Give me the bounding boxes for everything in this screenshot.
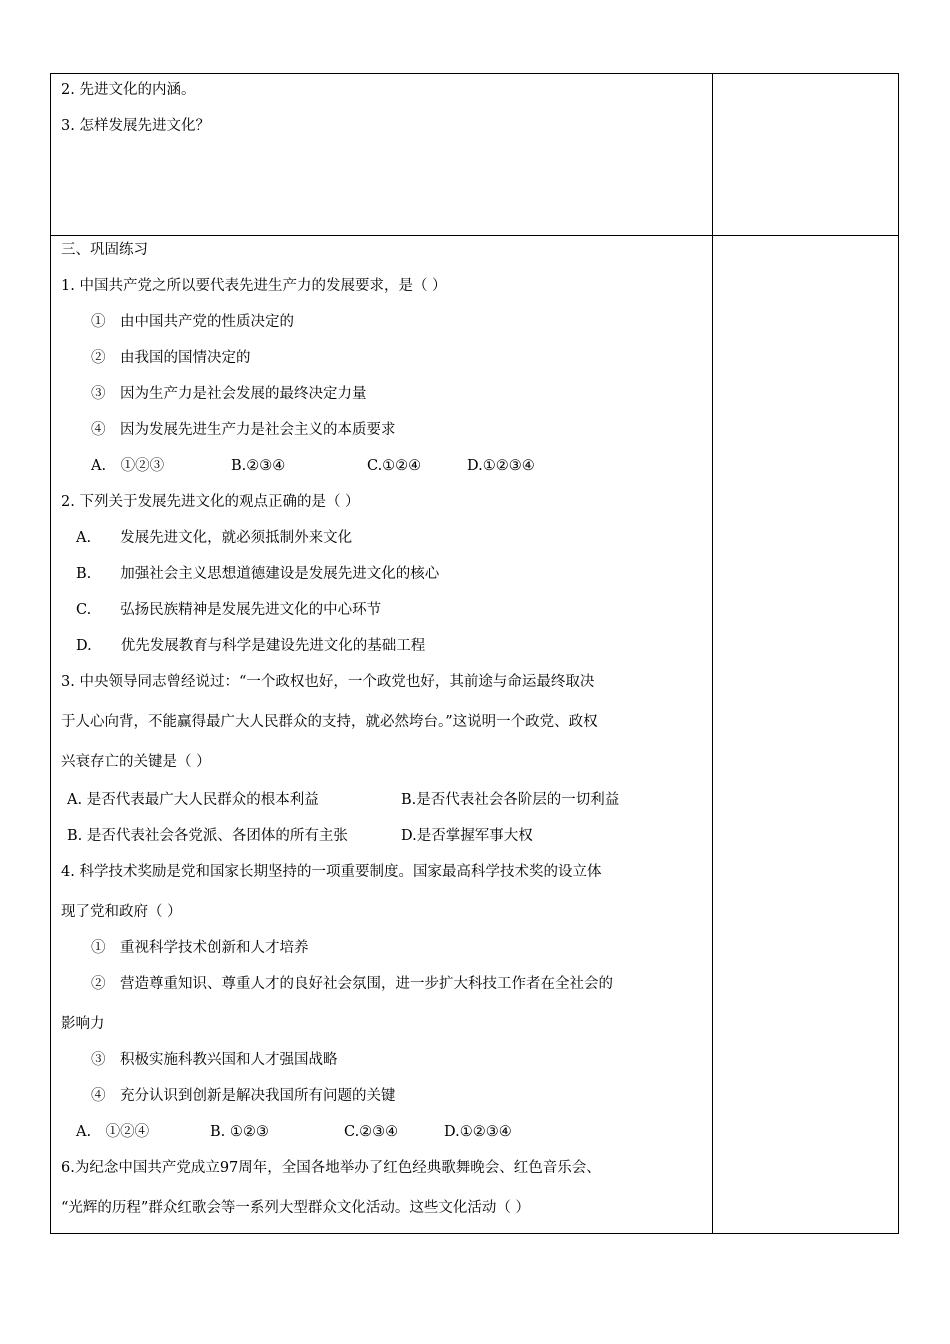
option-a: A. ①②③ — [91, 458, 165, 474]
question-1-options — [91, 456, 535, 476]
question-4-item: ③ 积极实施科教兴国和人才强国战略 — [91, 1052, 338, 1068]
option-c: C.①②④ — [367, 458, 422, 474]
question-4-stem: 4. 科学技术奖励是党和国家长期坚持的一项重要制度。国家最高科学技术奖的设立体 — [61, 864, 602, 880]
question-4-item: 影响力 — [61, 1016, 105, 1032]
option-a: A. 是否代表最广大人民群众的根本利益 — [67, 792, 319, 808]
option-b: B.②③④ — [231, 458, 286, 474]
text-line: 3. 怎样发展先进文化？ — [61, 118, 210, 134]
question-2-option: D. 优先发展教育与科学是建设先进文化的基础工程 — [76, 638, 426, 654]
question-1-item: ③ 因为生产力是社会发展的最终决定力量 — [91, 386, 367, 402]
question-3-options-row — [67, 826, 533, 846]
question-1-item: ④ 因为发展先进生产力是社会主义的本质要求 — [91, 422, 396, 438]
option-a: A. ①②④ — [76, 1124, 150, 1140]
text-line: 2. 先进文化的内涵。 — [61, 82, 196, 98]
option-b: B.是否代表社会各阶层的一切利益 — [401, 792, 620, 808]
question-3-stem: 3. 中央领导同志曾经说过：“一个政权也好，一个政党也好，其前途与命运最终取决 — [61, 674, 595, 690]
question-6-stem: 6.为纪念中国共产党成立97周年，全国各地举办了红色经典歌舞晚会、红色音乐会、 — [61, 1160, 601, 1176]
option-c: B. 是否代表社会各党派、各团体的所有主张 — [67, 828, 348, 844]
option-c: C.②③④ — [344, 1124, 399, 1140]
question-2-option: A. 发展先进文化，就必须抵制外来文化 — [76, 530, 353, 546]
question-3-stem: 于人心向背，不能赢得最广大人民群众的支持，就必然垮台。”这说明一个政党、政权 — [61, 714, 598, 730]
question-4-item: ① 重视科学技术创新和人才培养 — [91, 940, 309, 956]
option-d: D.①②③④ — [467, 458, 535, 474]
question-4-stem: 现了党和政府（ ） — [61, 904, 182, 920]
question-1-stem: 1. 中国共产党之所以要代表先进生产力的发展要求，是（ ） — [61, 278, 447, 294]
question-4-item: ② 营造尊重知识、尊重人才的良好社会氛围，进一步扩大科技工作者在全社会的 — [91, 976, 613, 992]
row-divider — [51, 235, 898, 236]
option-d: D.①②③④ — [444, 1124, 512, 1140]
question-1-item: ② 由我国的国情决定的 — [91, 350, 251, 366]
worksheet-table — [50, 73, 899, 1234]
column-divider — [712, 74, 713, 1233]
question-1-item: ① 由中国共产党的性质决定的 — [91, 314, 294, 330]
question-3-stem: 兴衰存亡的关键是（ ） — [61, 754, 211, 770]
option-b: B. ①②③ — [210, 1124, 269, 1140]
question-3-options-row — [67, 790, 619, 810]
question-2-stem: 2. 下列关于发展先进文化的观点正确的是（ ） — [61, 494, 360, 510]
question-4-item: ④ 充分认识到创新是解决我国所有问题的关键 — [91, 1088, 396, 1104]
question-2-option: C. 弘扬民族精神是发展先进文化的中心环节 — [76, 602, 382, 618]
question-4-options — [76, 1122, 512, 1142]
section-heading: 三、巩固练习 — [61, 242, 148, 258]
option-d: D.是否掌握军事大权 — [401, 828, 533, 844]
question-6-stem: “光辉的历程”群众红歌会等一系列大型群众文化活动。这些文化活动（ ） — [61, 1200, 530, 1216]
question-2-option: B. 加强社会主义思想道德建设是发展先进文化的核心 — [76, 566, 440, 582]
